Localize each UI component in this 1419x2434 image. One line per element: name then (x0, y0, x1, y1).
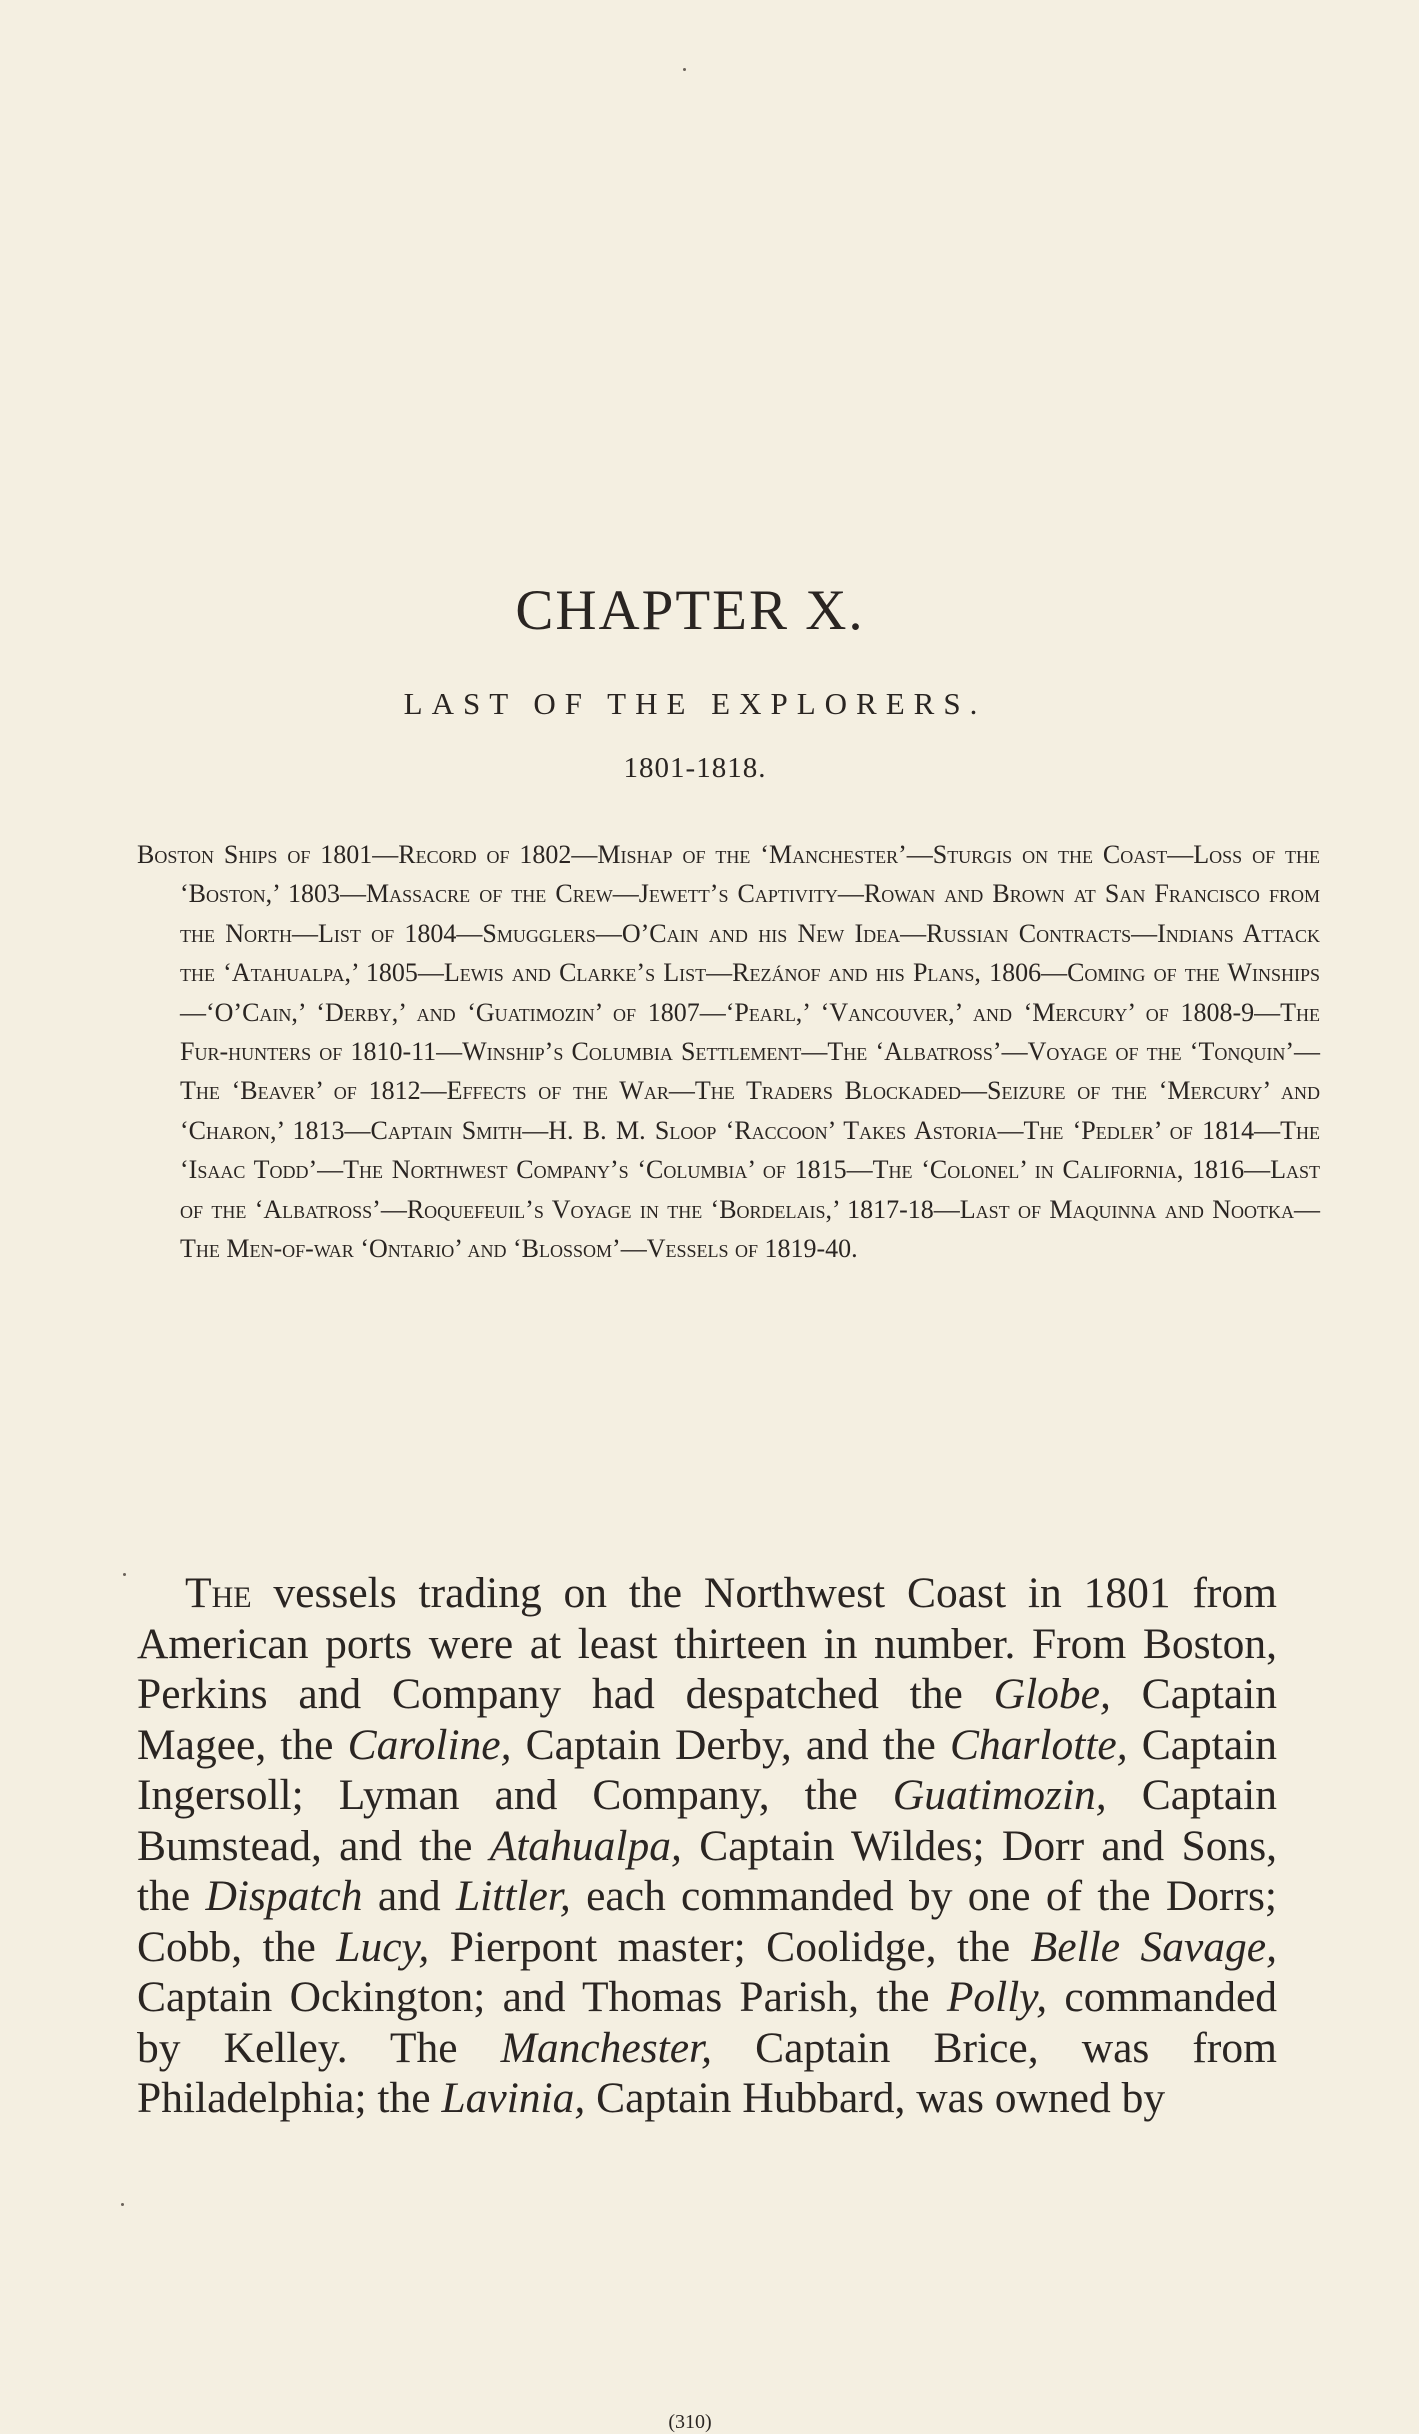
body-text-run: Captain Ingersoll; Lyman and Company, the (137, 1720, 1277, 1819)
body-text-run: Pierpont master; Coolidge, the (429, 1922, 1031, 1971)
ship-name: Belle Savage, (1030, 1922, 1277, 1971)
ship-name: Polly, (946, 1973, 1048, 2021)
ship-name: Atahualpa, (489, 1821, 682, 1870)
body-text-run: Captain Brice, was from Philadelphia; the (137, 2023, 1277, 2122)
body-text-run: commanded by Kelley. The (137, 1973, 1277, 2072)
ship-name: Caroline, (347, 1720, 512, 1769)
ship-name: Manchester, (500, 2023, 713, 2072)
body-text-run: Captain Bumstead, and the (137, 1771, 1277, 1870)
chapter-dates: 1801-1818. (623, 752, 767, 784)
lead-word: The (185, 1569, 252, 1617)
print-speck (683, 68, 686, 71)
chapter-subtitle: LAST OF THE EXPLORERS. (403, 686, 987, 721)
body-text-run: and (362, 1872, 456, 1920)
body-text-run: vessels trading on the Northwest Coast in 1801 from American ports were at least thirteen in number. From Boston, Perkins and Company had despatched the (137, 1569, 1277, 1718)
ship-name: Charlotte, (949, 1720, 1128, 1769)
chapter-synopsis: Boston Ships of 1801—Record of 1802—Mishap of the ‘Manchester’—Sturgis on the Coast—Loss of the ‘Boston,’ 1803—Massacre of the Crew—Jewett’s Captivity—Rowan and Brown at San Francisco from the North—List of 1804—Smugglers—O’Cain and his New Idea—Russian Contracts—Indians Attack the ‘Atahualpa,’ 1805—Lewis and Clarke’s List—Rezánof and his Plans, 1806—Coming of the Winships—‘O’Cain,’ ‘Derby,’ and ‘Guatimozin’ of 1807—‘Pearl,’ ‘Vancouver,’ and ‘Mercury’ of 1808-9—The Fur-hunters of 1810-11—Winship’s Columbia Settlement—The ‘Albatross’—Voyage of the ‘Tonquin’—The ‘Beaver’ of 1812—Effects of the War—The Traders Blockaded—Seizure of the ‘Mercury’ and ‘Charon,’ 1813—Captain Smith—H. B. M. Sloop ‘Raccoon’ Takes Astoria—The ‘Pedler’ of 1814—The ‘Isaac Todd’—The Northwest Company’s ‘Columbia’ of 1815—The ‘Colonel’ in California, 1816—Last of the ‘Albatross’—Roquefeuil’s Voyage in the ‘Bordelais,’ 1817-18—Last of Maquinna and Nootka—The Men-of-war ‘Ontario’ and ‘Blossom’—Vessels of 1819-40. (137, 840, 1320, 1264)
body-paragraph (137, 1568, 1277, 2124)
print-speck (121, 2203, 124, 2206)
ship-name: Dispatch (205, 1872, 363, 1920)
ship-name: Lavinia, (441, 2074, 586, 2122)
print-speck (123, 1573, 126, 1576)
ship-name: Globe, (993, 1670, 1111, 1718)
body-text-run: each commanded by one of the Dorrs; Cobb, the (137, 1872, 1277, 1971)
body-text-run: Captain Derby, and the (511, 1720, 950, 1769)
ship-name: Guatimozin, (892, 1771, 1107, 1819)
body-text-run: Captain Wildes; Dorr and Sons, the (137, 1821, 1277, 1920)
body-text-run: Captain Magee, the (137, 1670, 1277, 1769)
page-number: (310) (668, 2411, 712, 2433)
ship-name: Littler, (455, 1872, 571, 1920)
ship-name: Lucy, (336, 1922, 430, 1971)
body-text-run: Captain Hubbard, was owned by (585, 2074, 1166, 2122)
body-text-run: Captain Ockington; and Thomas Parish, the (137, 1973, 947, 2021)
chapter-title: CHAPTER X. (515, 579, 865, 642)
